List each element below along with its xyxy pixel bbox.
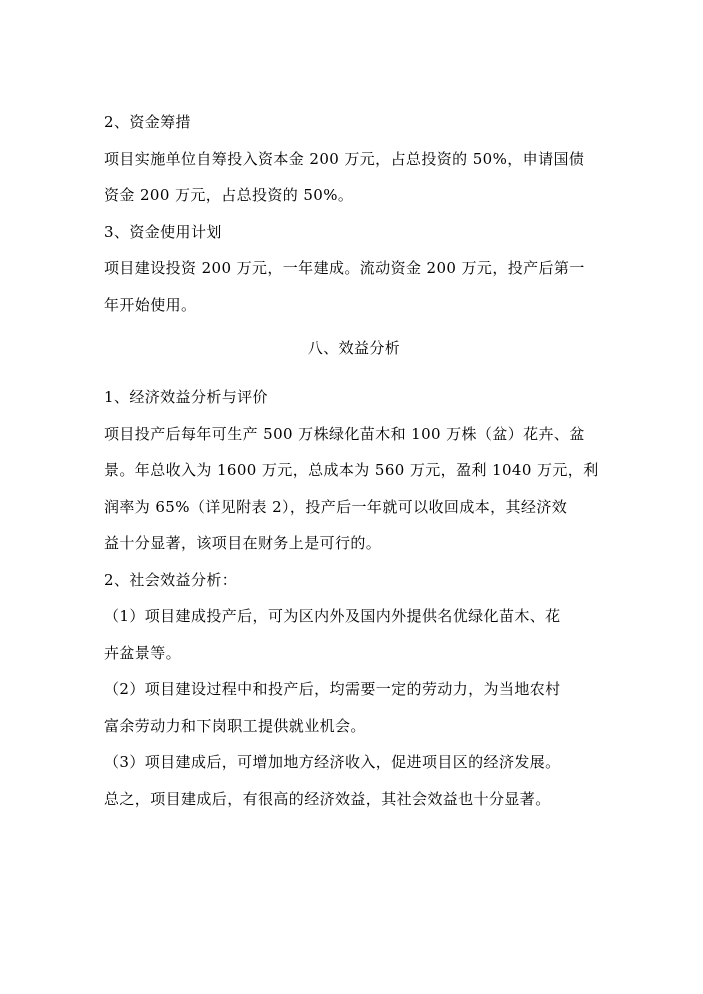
paragraph-line: 润率为 65%（详见附表 2），投产后一年就可以收回成本，其经济效 [104,497,568,516]
document-body [104,104,604,817]
paragraph-line: 景。年总收入为 1600 万元，总成本为 560 万元，盈利 1040 万元，利 [104,461,599,479]
paragraph-line: 项目建设投资 200 万元，一年建成。流动资金 200 万元，投产后第一 [104,259,585,277]
paragraph-line: 富余劳动力和下岗职工提供就业机会。 [104,716,366,735]
paragraph-line: 卉盆景等。 [104,643,182,662]
paragraph-line: 项目实施单位自筹投入资本金 200 万元，占总投资的 50%，申请国债 [104,149,585,168]
paragraph-line: 益十分显著，该项目在财务上是可行的。 [104,534,382,552]
paragraph-line: （1）项目建成投产后，可为区内外及国内外提供名优绿化苗木、花 [104,607,561,625]
paragraph-line: 项目投产后每年可生产 500 万株绿化苗木和 100 万株（盆）花卉、盆 [104,424,585,443]
section-heading-fund-usage: 3、资金使用计划 [104,222,222,241]
paragraph-line: 总之，项目建成后，有很高的经济效益，其社会效益也十分显著。 [104,789,551,808]
section-heading-economic-benefit: 1、经济效益分析与评价 [104,388,268,406]
paragraph-line: （3）项目建成后，可增加地方经济收入，促进项目区的经济发展。 [104,753,561,771]
section-heading-funding: 2、资金筹措 [104,113,191,131]
section-heading-social-benefit: 2、社会效益分析： [104,570,238,589]
chapter-title: 八、效益分析 [307,339,401,357]
paragraph-line: 资金 200 万元，占总投资的 50%。 [104,186,354,204]
paragraph-line: 年开始使用。 [104,295,197,314]
paragraph-line: （2）项目建设过程中和投产后，均需要一定的劳动力，为当地农村 [104,680,561,698]
